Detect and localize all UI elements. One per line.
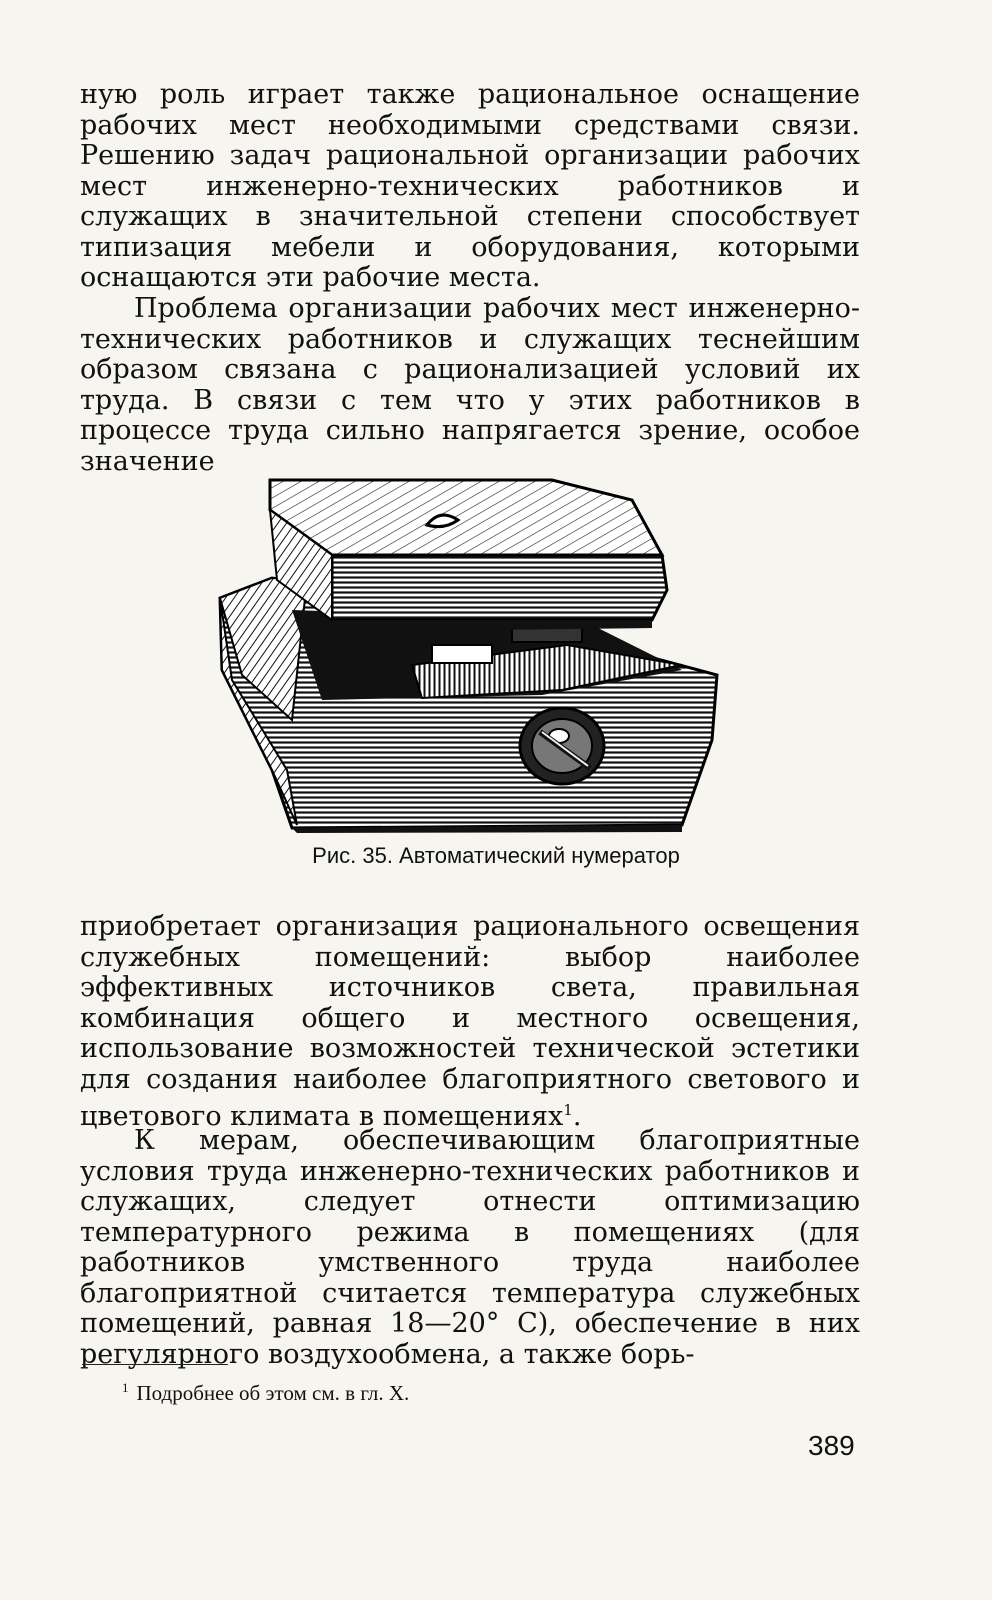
- footnote-reference: 1: [563, 1101, 573, 1119]
- paragraph-1: ную роль играет также рациональное оснащение рабочих мест необходимыми средствами связи. Решению задач рациональной организации рабочих мест инженерно-технических работников и служащих в значительной степени способствует типизация мебели и оборудования, которыми оснащаются эти рабочие места.: [80, 79, 860, 293]
- page-number: 389: [808, 1430, 855, 1461]
- paragraph-3: [80, 912, 860, 1133]
- footnote-mark: 1: [122, 1380, 129, 1395]
- footnote: [122, 1380, 410, 1406]
- paragraph-4: К мерам, обеспечивающим благоприятные условия труда инженерно-технических работников и служащих, следует отнести оптимизацию температурного режима в помещениях (для работников умственного труда наиболее благоприятной считается температура служебных помещений, равная 18—20° С), обеспечение в них регулярного воздухообмена, а также борь-: [80, 1125, 860, 1370]
- figure-caption: Рис. 35. Автоматический нумератор: [312, 843, 680, 868]
- footnote-text: Подробнее об этом см. в гл. X.: [136, 1381, 410, 1405]
- paragraph-3-end: .: [572, 1101, 582, 1132]
- paragraph-3-text: приобретает организация рационального освещения служебных помещений: выбор наиболее эффективных источников света, правильная комбинация общего и местного освещения, использование возможностей технической эстетики для создания наиболее благоприятного светового и цветового климата в помещениях: [80, 911, 860, 1132]
- paragraph-2: Проблема организации рабочих мест инженерно-технических работников и служащих теснейшим образом связана с рационализацией условий их труда. В связи с тем что у этих работников в процессе труда сильно напрягается зрение, особое значение: [80, 293, 860, 477]
- footnote-divider: [82, 1364, 228, 1365]
- numerator-illustration: [212, 470, 732, 835]
